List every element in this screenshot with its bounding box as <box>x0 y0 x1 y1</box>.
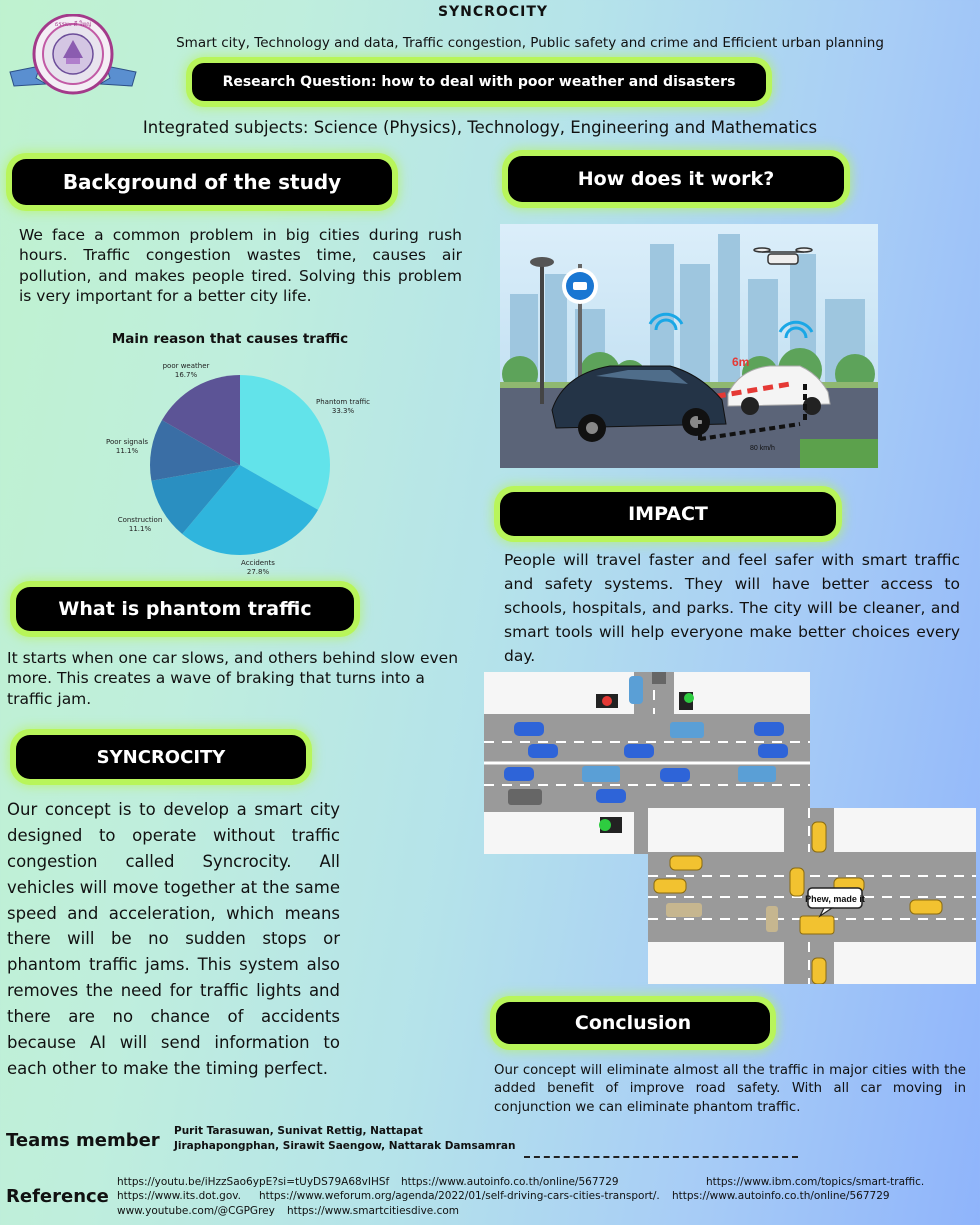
ref-link-1[interactable]: https://youtu.be/iHzzSao6ypE?si=tUyDS79A68vIHSf <box>117 1176 390 1188</box>
school-logo <box>6 14 140 96</box>
chart-title: Main reason that causes traffic <box>111 331 349 347</box>
phantom-heading-pill <box>16 587 354 631</box>
ref-link-6[interactable]: https://www.autoinfo.co.th/online/567729 <box>672 1190 890 1202</box>
speech-bubble-text: Phew, made it <box>805 894 865 904</box>
pie-chart <box>60 350 400 580</box>
phantom-body: It starts when one car slows, and others behind slow even more. This creates a wave of braking that turns into a traffic jam. <box>7 649 459 708</box>
team-line-1: Purit Tarasuwan, Sunivat Rettig, Nattapat <box>174 1125 423 1137</box>
research-question-pill <box>192 63 766 101</box>
ref-link-4[interactable]: https://www.its.dot.gov. <box>117 1190 241 1202</box>
syncrocity-intersection <box>648 808 976 984</box>
pie-percent-label: 16.7% <box>174 371 198 379</box>
integrated-subjects: Integrated subjects: Science (Physics), Technology, Engineering and Mathematics <box>142 118 818 137</box>
phantom-heading: What is phantom traffic <box>58 598 312 620</box>
impact-heading: IMPACT <box>628 503 708 525</box>
distance-label: 6m <box>732 355 750 369</box>
background-heading-pill <box>12 159 392 205</box>
conclusion-heading-pill <box>496 1002 770 1044</box>
syncrocity-heading-pill <box>16 735 306 779</box>
pie-percent-label: 27.8% <box>246 568 270 576</box>
impact-heading-pill <box>500 492 836 536</box>
ref-link-2[interactable]: https://www.autoinfo.co.th/online/567729 <box>401 1176 619 1188</box>
how-heading: How does it work? <box>577 168 775 190</box>
pie-label: Construction <box>117 516 163 524</box>
syncrocity-body: Our concept is to develop a smart city designed to operate without traffic congestion called Syncrocity. All vehicles will move together at the same speed and acceleration, which means there will be no sudden stops or phantom traffic jams. This system also removes the need for traffic lights and there are no chance of accidents because AI will send information to each other to make the timing perfect. <box>7 800 340 1078</box>
background-body: We face a common problem in big cities during rush hours. Traffic congestion wastes time, causes air pollution, and makes people tired. Solving this problem is very important for a better city life. <box>19 226 462 306</box>
how-heading-pill <box>508 156 844 202</box>
divider-dashes <box>524 1156 798 1158</box>
reference-label: Reference <box>6 1186 109 1207</box>
pie-label: Poor signals <box>106 438 148 446</box>
syncrocity-heading: SYNCROCITY <box>96 746 226 768</box>
poster-title: SYNCROCITY <box>437 4 549 20</box>
pie-percent-label: 33.3% <box>331 407 355 415</box>
conclusion-body: Our concept will eliminate almost all the traffic in major cities with the added benefit of improve road safety. With all car moving in conjunction we can eliminate phantom traffic. <box>494 1063 966 1115</box>
ref-link-7[interactable]: www.youtube.com/@CGPGrey <box>117 1205 275 1217</box>
pie-label: Phantom traffic <box>316 398 370 406</box>
pie-label: Accidents <box>241 559 275 567</box>
pie-label: poor weather <box>162 362 210 370</box>
background-heading: Background of the study <box>62 170 342 194</box>
ref-link-5[interactable]: https://www.weforum.org/agenda/2022/01/self-driving-cars-cities-transport/. <box>259 1190 660 1202</box>
topics-line: Smart city, Technology and data, Traffic congestion, Public safety and crime and Efficient urban planning <box>176 35 884 51</box>
impact-body: People will travel faster and feel safer with smart traffic and safety systems. They will have better access to schools, hospitals, and parks. The city will be cleaner, and smart tools will help everyone make better choices every day. <box>504 551 960 666</box>
speed-label: 80 km/h <box>750 445 775 452</box>
ref-link-8[interactable]: https://www.smartcitiesdive.com <box>287 1205 460 1217</box>
pie-percent-label: 11.1% <box>115 447 139 455</box>
ref-link-3[interactable]: https://www.ibm.com/topics/smart-traffic. <box>706 1176 925 1188</box>
team-line-2: Jiraphapongphan, Sirawit Saengow, Nattarak Damsamran <box>174 1140 516 1152</box>
conclusion-heading: Conclusion <box>574 1012 692 1034</box>
team-label: Teams member <box>6 1130 160 1151</box>
smart-car-illustration <box>500 224 878 468</box>
logo-text: ธรรมะ ดี ใหญ่ <box>54 22 92 28</box>
pie-percent-label: 11.1% <box>128 525 152 533</box>
research-question: Research Question: how to deal with poor weather and disasters <box>222 74 736 90</box>
